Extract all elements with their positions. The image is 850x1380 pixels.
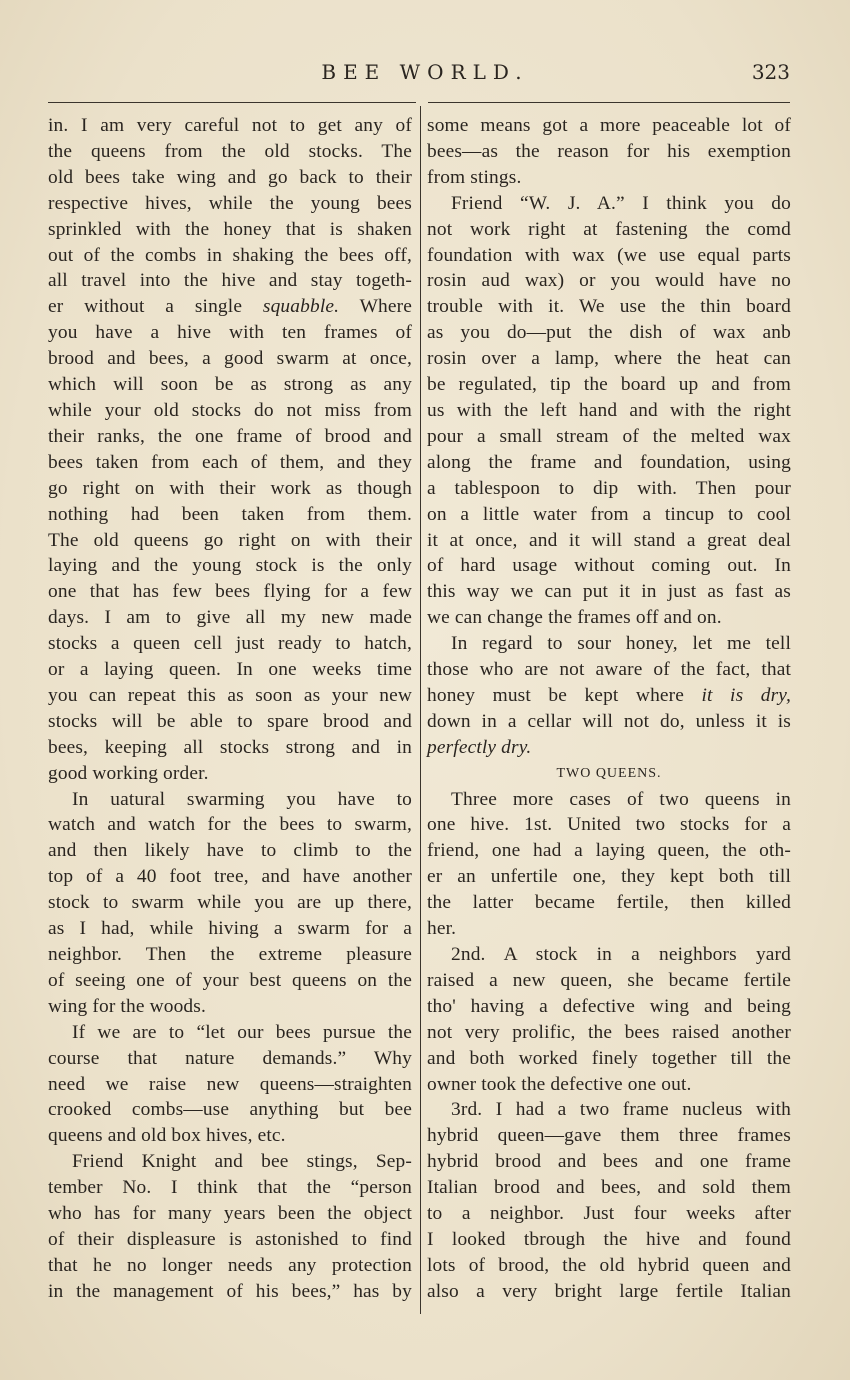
text-line: stock to swarm while you are up there, (48, 892, 412, 914)
text-line: stocks will be able to spare brood and (48, 710, 412, 732)
text-line: and both worked finely together till the (427, 1047, 791, 1069)
text-line: bees, keeping all stocks strong and in (48, 736, 412, 758)
text-line: respective hives, while the young bees (48, 192, 412, 214)
text-line: out of the combs in shaking the bees off, (48, 244, 412, 266)
text-line: as I had, while hiving a swarm for a (48, 918, 412, 940)
text-line: 2nd. A stock in a neighbors yard (451, 944, 791, 965)
text-line: go right on with their work as though (48, 477, 412, 499)
text-line: TWO QUEENS. (556, 765, 662, 781)
text-line: it at once, and it will stand a great deal (427, 529, 791, 551)
text-line: In uatural swarming you have to (72, 788, 412, 810)
text-line: not work right at fastening the comd (427, 218, 791, 240)
text-line: Italian brood and bees, and sold them (427, 1177, 791, 1199)
text-line: one that has few bees flying for a few (48, 581, 412, 603)
text-line: us with the left hand and with the right (427, 399, 791, 421)
text-line: stocks a queen cell just ready to hatch, (48, 633, 412, 655)
text-line: you can repeat this as soon as your new (48, 684, 412, 706)
text-line: crooked combs—use anything but bee (48, 1099, 412, 1121)
text-line: that he no longer needs any protection (48, 1254, 412, 1276)
text-line: hybrid brood and bees and one frame (427, 1151, 791, 1173)
text-line: one hive. 1st. United two stocks for a (427, 814, 791, 836)
text-line: which will soon be as strong as any (48, 374, 412, 396)
text-line: brood and bees, a good swarm at once, (48, 348, 412, 370)
text-line: lots of brood, the old hybrid queen and (427, 1254, 791, 1276)
text-line: wing for the woods. (48, 995, 206, 1017)
text-line: of seeing one of your best queens on the (48, 969, 412, 991)
text-line: not very prolific, the bees raised another (427, 1021, 791, 1043)
text-line: friend, one had a laying queen, the oth- (427, 840, 791, 862)
right-column (427, 113, 791, 1305)
text-line: we can change the frames off and on. (427, 607, 722, 629)
text-line: queens and old box hives, etc. (48, 1125, 286, 1147)
text-line: in the management of his bees,” has by (48, 1280, 412, 1302)
text-line: neighbor. Then the extreme pleasure (48, 944, 412, 965)
text-line: down in a cellar will not do, unless it is (427, 710, 791, 732)
text-line: the latter became fertile, then killed (427, 892, 791, 914)
text-line: owner took the defective one out. (427, 1073, 692, 1095)
text-line: raised a new queen, she became fertile (427, 969, 791, 991)
text-line: sprinkled with the honey that is shaken (48, 218, 412, 240)
text-line: If we are to “let our bees pursue the (72, 1021, 412, 1043)
text-line: a tablespoon to dip with. Then pour (427, 477, 791, 499)
column-divider (420, 106, 421, 1314)
text-line: foundation with wax (we use equal parts (427, 244, 791, 266)
text-line: and then likely have to climb to the (48, 840, 412, 862)
text-line: er without a single squabble. Where (48, 296, 412, 318)
text-line: all travel into the hive and stay togeth- (48, 270, 412, 292)
text-line: as you do—put the dish of wax anb (427, 322, 791, 344)
text-line: honey must be kept where it is dry, (427, 684, 791, 706)
text-line: nothing had been taken from them. (48, 503, 412, 525)
text-line: some means got a more peaceable lot of (427, 115, 791, 136)
text-line: The old queens go right on with their (48, 529, 412, 551)
text-line: who has for many years been the object (48, 1203, 412, 1225)
text-line: also a very bright large fertile Italian (427, 1280, 791, 1302)
text-line: Friend “W. J. A.” I think you do (451, 192, 791, 214)
text-line: you have a hive with ten frames of (48, 322, 412, 344)
text-line: er an unfertile one, they kept both till (427, 866, 791, 888)
text-line: bees—as the reason for his exemption (427, 140, 791, 162)
text-line: in. I am very careful not to get any of (48, 115, 412, 136)
running-header-title: BEE WORLD. (321, 60, 529, 84)
text-line: rosin over a lamp, where the heat can (427, 348, 791, 370)
text-line: the queens from the old stocks. The (48, 140, 412, 162)
text-line: of their displeasure is astonished to find (48, 1228, 412, 1250)
text-line: I looked tbrough the hive and found (427, 1228, 791, 1250)
text-line: hybrid queen—gave them three frames (427, 1125, 791, 1147)
text-line: top of a 40 foot tree, and have another (48, 866, 412, 888)
text-line: pour a small stream of the melted wax (427, 425, 791, 447)
header-rule-right (428, 102, 790, 103)
text-line: perfectly dry. (427, 736, 532, 758)
text-line: watch and watch for the bees to swarm, (48, 814, 412, 836)
page-number: 323 (751, 60, 790, 84)
header-rule-left (48, 102, 416, 103)
text-line: rosin aud wax) or you would have no (427, 270, 791, 292)
text-line: Friend Knight and bee stings, Sep- (72, 1151, 412, 1173)
text-line: course that nature demands.” Why (48, 1047, 412, 1069)
text-line: 3rd. I had a two frame nucleus with (451, 1099, 791, 1121)
text-line: this way we can put it in just as fast as (427, 581, 791, 603)
text-line: or a laying queen. In one weeks time (48, 659, 412, 681)
text-line: while your old stocks do not miss from (48, 399, 412, 421)
text-line: tember No. I think that the “person (48, 1177, 412, 1199)
text-line: days. I am to give all my new made (48, 607, 412, 629)
text-line: her. (427, 918, 457, 940)
text-line: to a neighbor. Just four weeks after (427, 1203, 791, 1225)
text-line: along the frame and foundation, using (427, 451, 791, 473)
text-line: laying and the young stock is the only (48, 555, 412, 577)
text-line: from stings. (427, 166, 522, 188)
text-line: trouble with it. We use the thin board (427, 296, 791, 318)
text-line: on a little water from a tincup to cool (427, 503, 791, 525)
text-line: of hard usage without coming out. In (427, 555, 791, 577)
text-line: need we raise new queens—straighten (48, 1073, 412, 1095)
text-line: those who are not aware of the fact, that (427, 659, 791, 681)
text-line: old bees take wing and go back to their (48, 166, 412, 188)
text-line: Three more cases of two queens in (451, 788, 791, 810)
text-line: In regard to sour honey, let me tell (451, 633, 791, 655)
text-line: their ranks, the one frame of brood and (48, 425, 412, 447)
text-line: good working order. (48, 762, 209, 784)
text-line: be regulated, tip the board up and from (427, 374, 791, 396)
left-column (48, 113, 412, 1305)
text-line: bees taken from each of them, and they (48, 451, 412, 473)
text-line: tho' having a defective wing and being (427, 995, 791, 1017)
